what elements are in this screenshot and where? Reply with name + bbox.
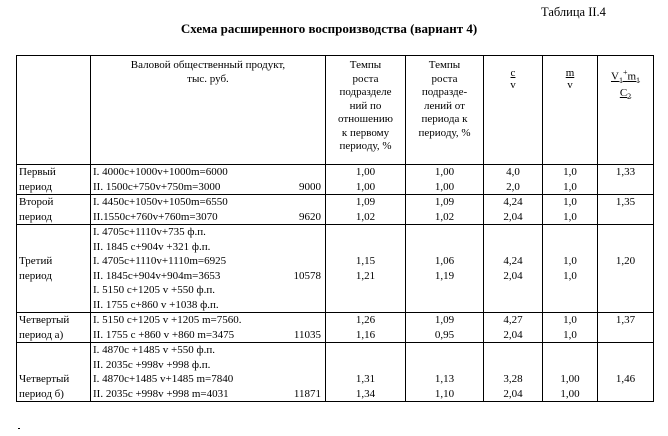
c-over-v-cell: [484, 343, 543, 402]
cell-line: Четвертый: [19, 314, 70, 326]
cell-line: период: [19, 180, 52, 193]
cell-line: 4,0: [506, 166, 520, 178]
cell-line: 1,0: [563, 255, 577, 267]
c-over-v-denominator: v: [510, 79, 516, 91]
ratio-cell: [598, 165, 654, 195]
cell-line: 1,00: [434, 180, 455, 193]
product-formula: II. 1755 c +860 v +860 m=3475: [93, 328, 235, 341]
product-cell: [91, 195, 326, 225]
rate-first-cell: [326, 225, 406, 313]
ratio-cell: [598, 225, 654, 313]
product-cell: [91, 313, 326, 343]
product-line: I. 4705c+1110v+1110m=6925: [93, 255, 227, 267]
cell-line: 1,02: [355, 210, 376, 223]
cell-line: 1,0: [563, 180, 577, 193]
header-ratio: [598, 56, 654, 165]
cell-line: подразде-: [421, 86, 468, 98]
table-row: [17, 225, 654, 313]
cell-line: 2,04: [503, 328, 523, 341]
cell-line: периода к: [421, 113, 468, 125]
cell-line: 1,34: [355, 387, 376, 400]
cell-line: 1,00: [355, 166, 376, 178]
product-line: II. 1845 c+904v +321 ф.п.: [93, 240, 211, 253]
rate-first-cell: [326, 343, 406, 402]
product-line: I. 5150 c+1205 v +550 ф.п.: [93, 284, 215, 296]
ratio-value: 1,33: [615, 166, 636, 178]
cell-line: ний по: [349, 99, 382, 112]
cell-line: 1,0: [563, 269, 577, 282]
cell-line: 1,31: [355, 373, 376, 385]
rate-first-cell: [326, 165, 406, 195]
m-over-v-denominator: v: [567, 79, 573, 91]
cell-line: Темпы: [349, 59, 382, 71]
cell-line: период а): [19, 328, 64, 341]
product-total: 11871: [293, 387, 321, 400]
product-line: I. 4870c+1485 v+1485 m=7840: [93, 373, 234, 385]
period-cell: [17, 313, 91, 343]
cell-line: 1,10: [434, 387, 455, 400]
period-cell: [17, 165, 91, 195]
cell-line: 1,09: [434, 314, 455, 326]
product-cell: [91, 165, 326, 195]
ratio-value: 1,46: [615, 373, 636, 385]
product-line: [93, 269, 323, 284]
cell-line: Первый: [19, 166, 56, 178]
ratio-cell: [598, 343, 654, 402]
cell-line: 1,06: [434, 255, 455, 267]
cell-line: период б): [19, 387, 64, 400]
table-label: Таблица II.4: [541, 5, 606, 19]
cell-line: периоду, %: [339, 140, 392, 152]
rate-prev-cell: [406, 165, 484, 195]
product-cell: [91, 343, 326, 402]
c-over-v-cell: [484, 225, 543, 313]
cell-line: 1,13: [434, 373, 455, 385]
document-title: Схема расширенного воспроизводства (вариант 4): [180, 21, 478, 36]
m-over-v-numerator: m: [565, 67, 575, 79]
cell-line: 1,0: [563, 210, 577, 223]
m-over-v-cell: [543, 165, 598, 195]
ratio-cell: [598, 195, 654, 225]
header-row: [17, 56, 654, 165]
cell-line: 1,0: [563, 166, 577, 178]
product-total: 11035: [293, 328, 321, 341]
cell-line: 1,09: [355, 196, 376, 208]
cell-line: 1,0: [563, 196, 577, 208]
period-cell: [17, 195, 91, 225]
cell-line: 2,04: [503, 269, 523, 282]
rate-first-cell: [326, 313, 406, 343]
product-formula: II. 2035c +998v +998 m=4031: [93, 387, 229, 400]
table-row: [17, 195, 654, 225]
cell-line: 4,24: [503, 255, 523, 267]
ratio-value: 1,35: [615, 196, 636, 208]
cell-line: 4,24: [503, 196, 523, 208]
cell-line: подразделе: [339, 86, 392, 98]
cell-line: 0,95: [434, 328, 455, 341]
ratio-denominator: $C_2$: [619, 86, 632, 102]
cell-line: 2,04: [503, 387, 523, 400]
header-c-over-v: [484, 56, 543, 165]
product-line: II. 1755 c+860 v +1038 ф.п.: [93, 298, 219, 311]
product-line: [93, 180, 323, 195]
product-line: II. 2035c +998v +998 ф.п.: [93, 358, 211, 371]
cell-line: 1,09: [434, 196, 455, 208]
cell-line: тыс. руб.: [187, 72, 229, 85]
cell-line: 4,27: [503, 314, 523, 326]
cell-line: 1,02: [434, 210, 455, 223]
cell-line: 3,28: [503, 373, 523, 385]
product-line: I. 4450c+1050v+1050m=6550: [93, 196, 228, 208]
c-over-v-cell: [484, 195, 543, 225]
cell-line: 1,0: [563, 314, 577, 326]
ratio-value: 1,37: [615, 314, 636, 326]
header-product: [91, 56, 326, 165]
cell-line: 1,19: [434, 269, 455, 282]
page-mark: [18, 428, 20, 429]
product-line: I. 4000c+1000v+1000m=6000: [93, 166, 228, 178]
product-line: I. 4870c +1485 v +550 ф.п.: [93, 344, 215, 356]
header-rate-prev: [406, 56, 484, 165]
cell-line: роста: [352, 72, 379, 85]
cell-line: к первому: [341, 126, 390, 139]
product-line: I. 5150 c+1205 v +1205 m=7560.: [93, 314, 242, 326]
cell-line: Валовой общественный продукт,: [130, 59, 286, 71]
rate-prev-cell: [406, 225, 484, 313]
ratio-numerator: $V_1^+m_1$: [610, 68, 641, 85]
cell-line: 2,04: [503, 210, 523, 223]
cell-line: роста: [431, 72, 458, 85]
cell-line: отношению: [338, 113, 393, 125]
cell-line: 1,00: [355, 180, 376, 193]
cell-line: 1,00: [560, 387, 580, 400]
c-over-v-cell: [484, 313, 543, 343]
cell-line: 1,21: [355, 269, 376, 282]
ratio-value: 1,20: [615, 255, 636, 267]
cell-line: Темпы: [428, 59, 461, 71]
cell-line: 1,26: [355, 314, 376, 326]
cell-line: 1,00: [560, 373, 580, 385]
rate-prev-cell: [406, 343, 484, 402]
cell-line: лений от: [424, 99, 465, 112]
table-row: [17, 165, 654, 195]
product-formula: II.1550c+760v+760m=3070: [93, 210, 218, 223]
m-over-v-cell: [543, 195, 598, 225]
product-line: [93, 210, 323, 225]
cell-line: период: [19, 269, 52, 282]
cell-line: 1,00: [434, 166, 455, 178]
cell-line: 2,0: [506, 180, 520, 193]
cell-line: Второй: [19, 196, 54, 208]
product-line: I. 4705c+1110v+735 ф.п.: [93, 226, 206, 238]
c-over-v-cell: [484, 165, 543, 195]
period-cell: [17, 225, 91, 313]
m-over-v-cell: [543, 225, 598, 313]
product-total: 9620: [299, 210, 321, 223]
c-over-v-numerator: c: [510, 67, 516, 79]
rate-prev-cell: [406, 195, 484, 225]
header-period: [17, 56, 91, 165]
product-formula: II. 1845c+904v+904m=3653: [93, 269, 221, 282]
m-over-v-cell: [543, 343, 598, 402]
m-over-v-cell: [543, 313, 598, 343]
product-line: [93, 328, 323, 343]
cell-line: Четвертый: [19, 373, 70, 385]
cell-line: Третий: [19, 255, 53, 267]
ratio-cell: [598, 313, 654, 343]
cell-line: 1,16: [355, 328, 376, 341]
table-row: [17, 343, 654, 402]
product-line: [93, 387, 323, 402]
rate-prev-cell: [406, 313, 484, 343]
product-cell: [91, 225, 326, 313]
cell-line: 1,15: [355, 255, 376, 267]
cell-line: 1,0: [563, 328, 577, 341]
cell-line: периоду, %: [418, 126, 471, 139]
cell-line: период: [19, 210, 52, 223]
table-row: [17, 313, 654, 343]
header-m-over-v: [543, 56, 598, 165]
reproduction-table: [16, 55, 654, 402]
product-formula: II. 1500c+750v+750m=3000: [93, 180, 221, 193]
product-total: 9000: [299, 180, 321, 193]
header-rate-first: [326, 56, 406, 165]
period-cell: [17, 343, 91, 402]
rate-first-cell: [326, 195, 406, 225]
product-total: 10578: [293, 269, 321, 282]
